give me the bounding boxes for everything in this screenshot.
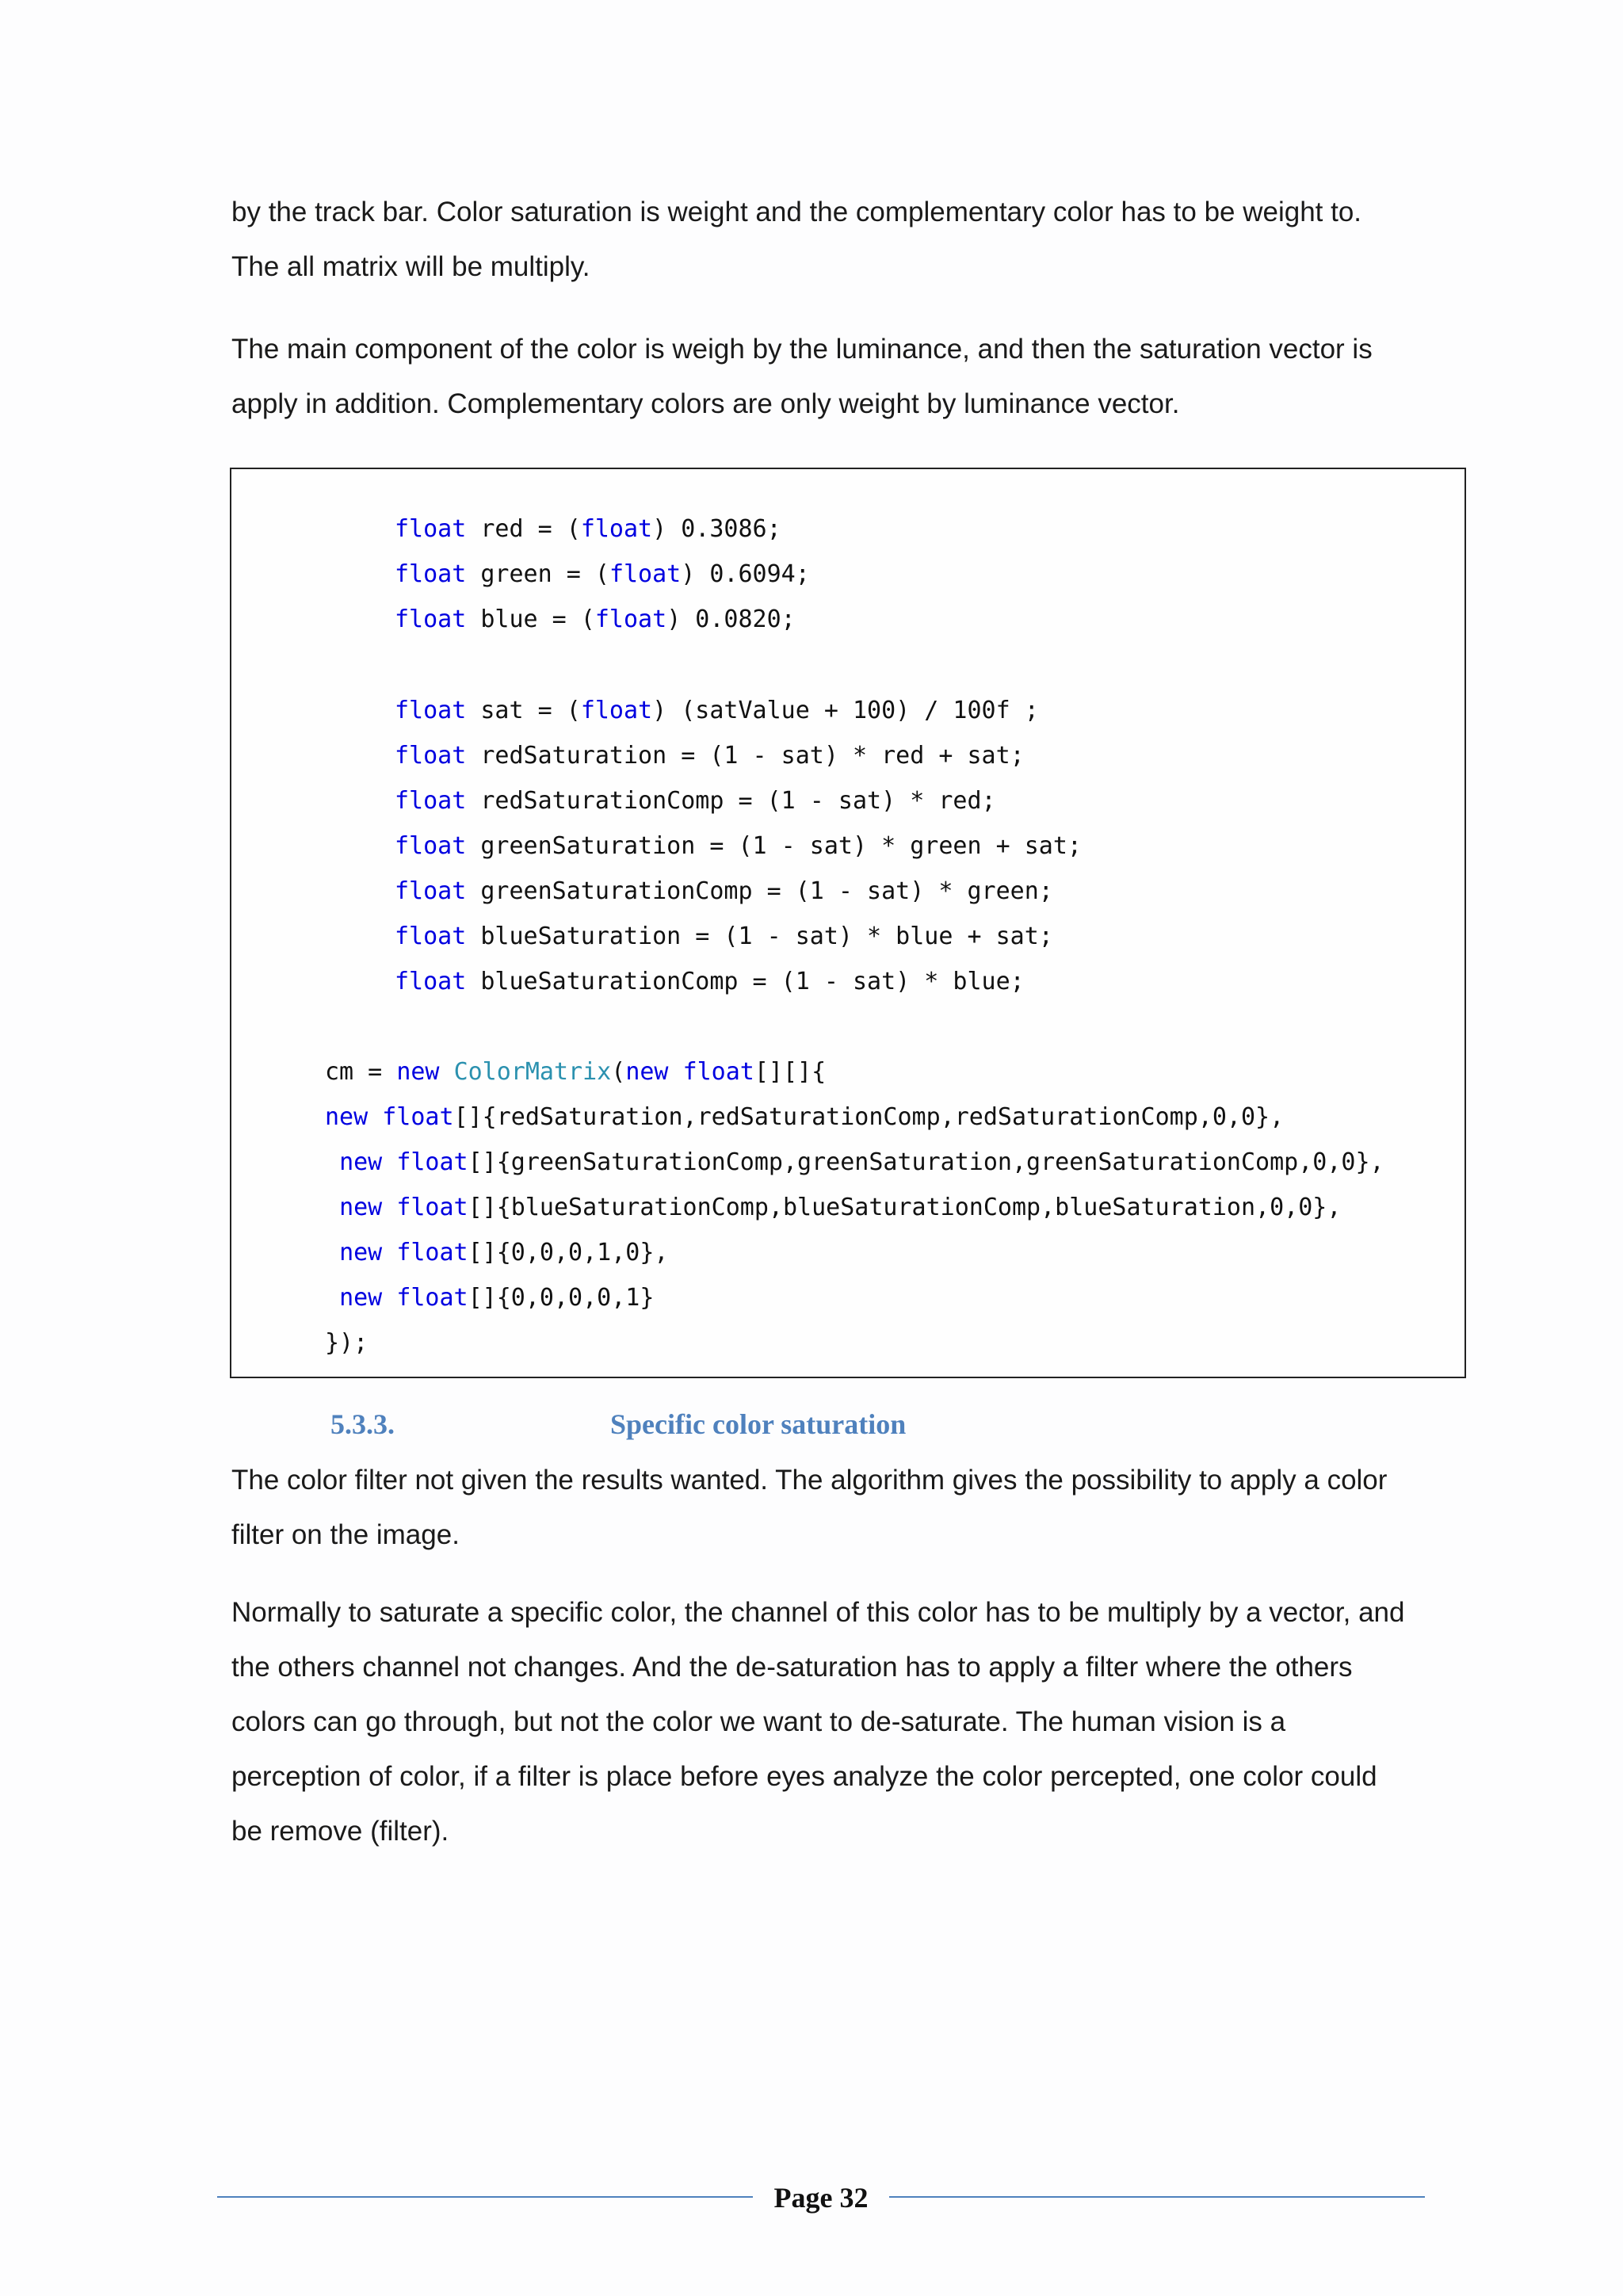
code-line [325,1102,1284,1133]
code-text: blueSaturation = (1 - sat) * blue + sat; [466,923,1053,950]
code-line [325,1147,1384,1179]
code-text [382,1148,396,1176]
code-keyword: new [625,1058,669,1086]
code-text: blueSaturationComp = (1 - sat) * blue; [466,968,1025,995]
code-text: greenSaturationComp = (1 - sat) * green; [466,877,1053,905]
code-keyword: float [382,1103,454,1131]
code-keyword: new [339,1284,383,1312]
code-text [325,1194,339,1221]
code-line [325,1237,669,1269]
code-keyword: float [609,560,682,588]
code-text: ) (satValue + 100) / 100f ; [652,697,1039,724]
code-text: []{0,0,0,1,0}, [468,1239,669,1266]
code-keyword: float [396,1284,468,1312]
code-keyword: float [395,606,467,633]
code-keyword: new [339,1239,383,1266]
code-line [325,1056,826,1088]
code-line [395,695,1039,727]
paragraph-saturate-specific [231,1585,1436,1859]
code-keyword: new [339,1194,383,1221]
code-text: sat = ( [466,697,581,724]
code-keyword: float [396,1148,468,1176]
code-keyword: new [325,1103,369,1131]
code-keyword: float [396,1239,468,1266]
code-keyword: float [580,515,653,543]
code-text: []{greenSaturationComp,greenSaturation,greenSaturationComp,0,0}, [468,1148,1384,1176]
code-text [325,1239,339,1266]
code-text: redSaturationComp = (1 - sat) * red; [466,787,996,815]
code-text: }); [325,1329,369,1357]
text-line: the others channel not changes. And the de-saturation has to apply a filter where the others [231,1652,1353,1683]
text-line: The all matrix will be multiply. [231,251,590,282]
code-keyword: new [339,1148,383,1176]
paragraph-luminance [231,322,1436,431]
paragraph-track-bar [231,185,1436,294]
code-block [230,468,1466,1378]
section-title: Specific color saturation [610,1408,907,1440]
code-line [395,514,781,545]
text-line: colors can go through, but not the color we want to de-saturate. The human vision is a [231,1706,1286,1737]
code-line [395,740,1025,772]
code-keyword: new [396,1058,440,1086]
code-keyword: float [395,968,467,995]
code-line [395,876,1053,907]
code-text: ) 0.0820; [666,606,796,633]
code-line [325,1282,654,1314]
code-keyword: float [580,697,653,724]
footer-rule-left [217,2196,753,2198]
code-text: red = ( [466,515,581,543]
code-line [325,1328,368,1359]
code-text: ) 0.3086; [652,515,781,543]
code-text [669,1058,683,1086]
code-text [440,1058,454,1086]
code-keyword: float [395,923,467,950]
section-number: 5.3.3. [330,1408,395,1440]
code-text [382,1239,396,1266]
code-line [395,921,1053,953]
code-keyword: float [682,1058,754,1086]
code-keyword: float [395,877,467,905]
code-keyword: float [395,515,467,543]
code-text: cm = [325,1058,397,1086]
text-line: by the track bar. Color saturation is weight and the complementary color has to be weight to. [231,197,1362,227]
code-text: greenSaturation = (1 - sat) * green + sat; [466,832,1082,860]
code-keyword: float [396,1194,468,1221]
footer-rule-right [889,2196,1425,2198]
code-line [325,1192,1341,1224]
code-keyword: float [395,560,467,588]
code-text: redSaturation = (1 - sat) * red + sat; [466,742,1025,770]
code-keyword: float [395,832,467,860]
page-number: Page 32 [773,2182,869,2214]
paragraph-color-filter [231,1453,1436,1562]
code-text: ( [611,1058,626,1086]
code-line [395,966,1025,998]
code-line [395,785,996,817]
code-keyword: float [395,742,467,770]
code-text [325,1148,339,1176]
code-line [395,604,796,636]
code-text [382,1194,396,1221]
code-line [395,831,1082,862]
text-line: Normally to saturate a specific color, the channel of this color has to be multiply by a vector, and [231,1597,1405,1628]
code-text: []{redSaturation,redSaturationComp,redSaturationComp,0,0}, [453,1103,1285,1131]
text-line: perception of color, if a filter is place before eyes analyze the color percepted, one color could [231,1761,1377,1792]
code-text [382,1284,396,1312]
code-text: ) 0.6094; [681,560,810,588]
text-line: filter on the image. [231,1519,460,1550]
code-text: []{0,0,0,0,1} [468,1284,655,1312]
text-line: The main component of the color is weigh by the luminance, and then the saturation vector is [231,334,1373,365]
code-text: blue = ( [466,606,595,633]
code-text: []{blueSaturationComp,blueSaturationComp,blueSaturation,0,0}, [468,1194,1342,1221]
code-text [325,1284,339,1312]
text-line: The color filter not given the results wanted. The algorithm gives the possibility to apply a color [231,1465,1388,1496]
code-type: ColorMatrix [453,1058,612,1086]
code-keyword: float [594,606,667,633]
code-text [368,1103,382,1131]
code-text: green = ( [466,560,609,588]
code-keyword: float [395,787,467,815]
text-line: be remove (filter). [231,1816,449,1847]
code-keyword: float [395,697,467,724]
code-text: [][]{ [754,1058,827,1086]
text-line: apply in addition. Complementary colors are only weight by luminance vector. [231,388,1180,419]
code-line [395,559,810,590]
